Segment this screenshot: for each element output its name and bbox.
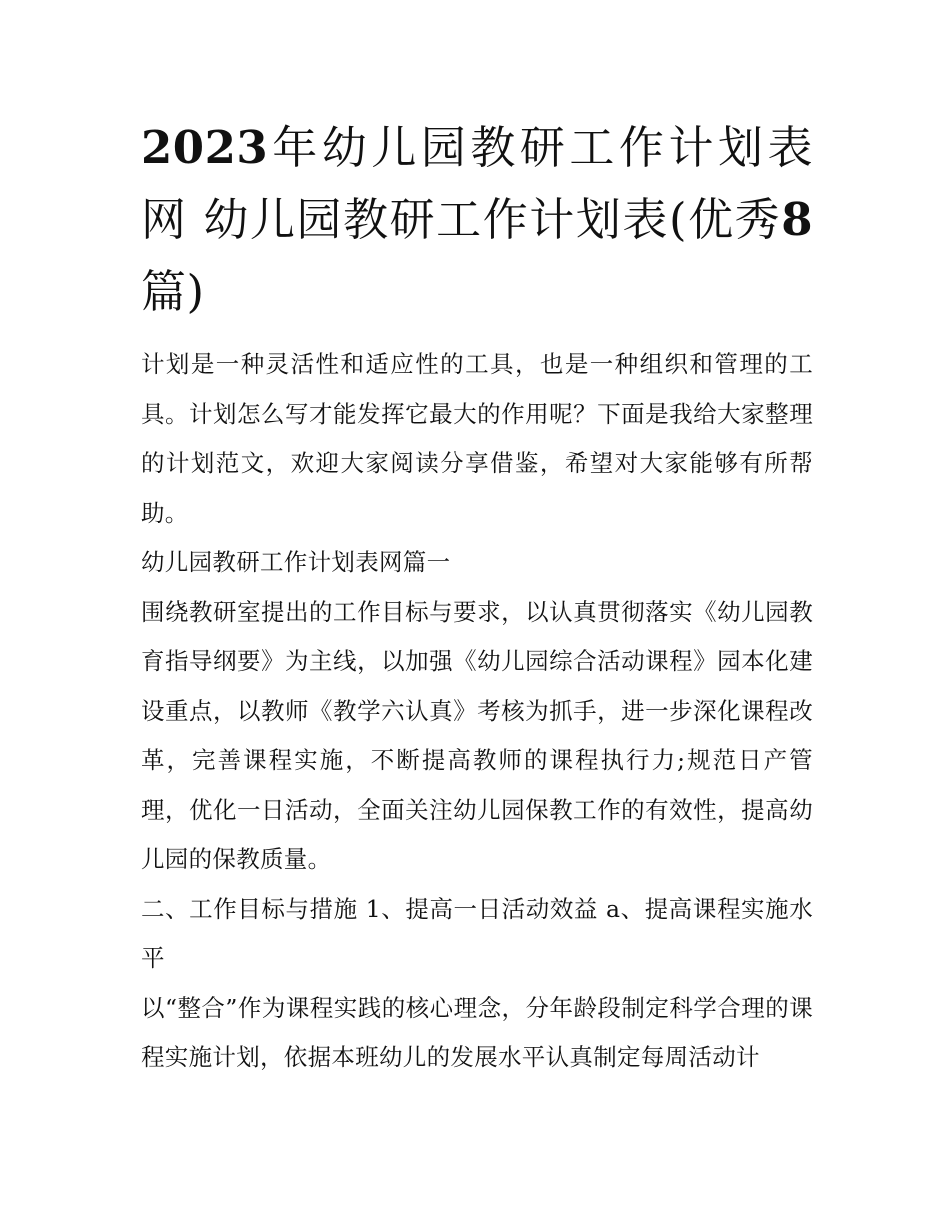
- goals-heading: 二、工作目标与措施 1、提高一日活动效益 a、提高课程实施水平: [141, 894, 813, 972]
- body-paragraph: 以“整合”作为课程实践的核心理念，分年龄段制定科学合理的课程实施计划，依据本班幼儿的发展水平认真制定每周活动计: [141, 993, 813, 1071]
- intro-paragraph: 计划是一种灵活性和适应性的工具，也是一种组织和管理的工具。计划怎么写才能发挥它最大的作用呢？下面是我给大家整理的计划范文，欢迎大家阅读分享借鉴，希望对大家能够有所帮助。: [141, 350, 813, 527]
- body-paragraph: 围绕教研室提出的工作目标与要求，以认真贯彻落实《幼儿园教育指导纲要》为主线，以加强《幼儿园综合活动课程》园本化建设重点，以教师《教学六认真》考核为抓手，进一步深化课程改革，完善课程实施，不断提高教师的课程执行力;规范日产管理，优化一日活动，全面关注幼儿园保教工作的有效性，提高幼儿园的保教质量。: [141, 597, 813, 873]
- document-body: [141, 112, 813, 1083]
- document-title: 2023年幼儿园教研工作计划表网 幼儿园教研工作计划表(优秀8篇): [141, 121, 813, 318]
- section-heading: 幼儿园教研工作计划表网篇一: [141, 548, 451, 576]
